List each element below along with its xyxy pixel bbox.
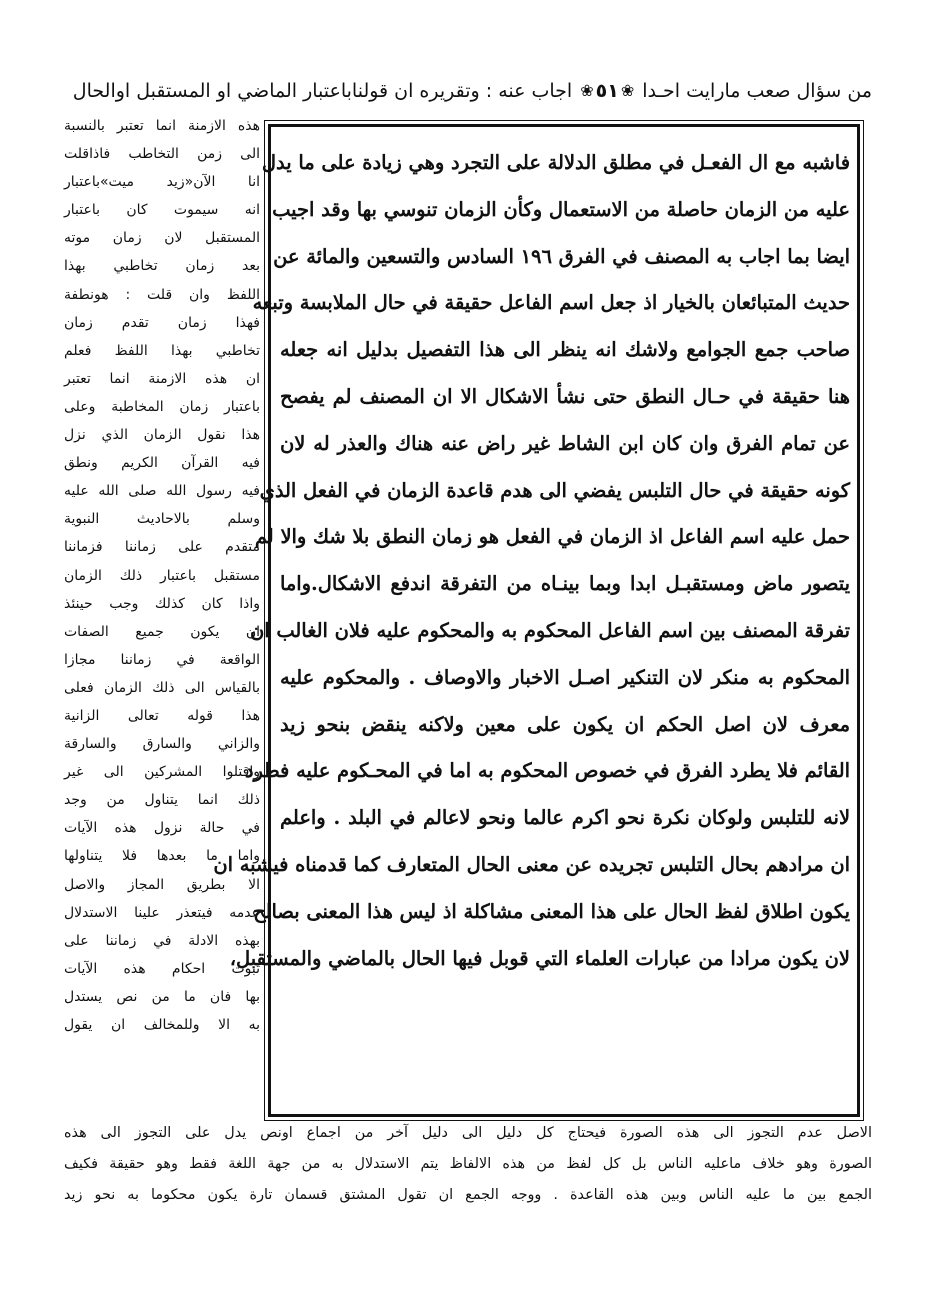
main-line: فاشبه مع ال الفعـل في مطلق الدلالة على التجرد وهي زيادة على ما يدل [261,151,850,174]
main-line: صاحب جمع الجوامع ولاشك انه ينظر الى هذا التفصيل بدليل انه جعله [280,338,850,362]
bottom-line: الاصل عدم التجوز الى هذه الصورة فيحتاج كل دليل الى دليل آخر من اجماع اونص يدل على التجوز الى هذه [64,1125,872,1141]
margin-line: متقدم على زماننا فزماننا [64,539,260,556]
margin-commentary [64,112,260,1039]
header-running-title: من سؤال صعب مارايت احـدا [642,80,872,102]
main-line: ايضا بما اجاب به المصنف في الفرق ١٩٦ السادس والتسعين والمائة عن [273,244,850,268]
main-line: معرف لان اصل الحكم ان يكون على معين ولاكنه ينقض بنحو زيد [280,712,850,736]
main-line: يكون اطلاق لفظ الحال على هذا المعنى مشاكلة اذ ليس هذا المعنى بصالح [253,899,850,923]
margin-line: بهذه الادلة في زماننا على [64,932,260,949]
main-line: لان يكون مرادا من عبارات العلماء التي قوبل فيها الحال بالماضي والمستقبل، [229,946,850,970]
ornament-left-icon: ❀ [620,81,635,100]
margin-line: بعد زمان تخاطبي بهذا [64,258,260,275]
margin-line: ثبوت احكام هذه الآيات [64,960,260,977]
main-line: لانه للتلبس ولوكان نكرة نحو اكرم عالما ونحو لاعالم في البلد . واعلم [280,806,850,830]
bottom-commentary [64,1118,872,1211]
main-line: المحكوم به منكر لان التنكير اصـل الاخبار والاوصاف . والمحكوم عليه [280,665,850,689]
page-number: ٥١ [595,80,619,102]
main-line: عن تمام الفرق وان كان ابن الشاط غير راض عنه هناك والعذر له لان [280,431,850,455]
main-line: حديث المتبائعان بالخيار اذ جعل اسم الفاعل حقيقة في حال الملابسة وتبعه [252,291,850,315]
bottom-line: الصورة وهو خلاف ماعليه الناس بل كل لفظ من هذه الالفاظ يتم الاستدلال به من جهة اللغة فقط وهو حقيقة فكيف [64,1156,872,1172]
bottom-line: الجمع بين ما عليه الناس وبين هذه القاعدة . ووجه الجمع ان تقول المشتق قسمان تارة يكون محكوما به نحو زيد [64,1187,872,1203]
margin-line: به الا وللمخالف ان يقول [64,1017,260,1033]
margin-line: بالقياس الى ذلك الزمان فعلى [64,679,260,696]
margin-line: وسلم بالاحاديث النبوية [64,511,260,528]
margin-line: باعتبار زمان المخاطبة وعلى [64,398,260,415]
margin-line: اللفظ وان قلت : هونطفة [64,286,260,303]
margin-line: والزاني والسارق والسارقة [64,736,260,753]
margin-line: المستقبل لان زمان موته [64,230,260,247]
margin-line: ان هذه الازمنة انما تعتبر [64,370,260,387]
margin-line: تخاطبي بهذا اللفظ فعلم [64,342,260,359]
margin-line: هذا نقول الزمان الذي نزل [64,427,260,444]
margin-line: ان يكون جميع الصفات [64,623,260,640]
margin-line: عدمه فيتعذر علينا الاستدلال [64,904,260,921]
margin-line: هذه الازمنة انما تعتبر بالنسبة [64,118,260,134]
margin-line: ذلك انما يتناول من وجد [64,792,260,809]
ornament-right-icon: ❀ [580,81,594,100]
margin-line: في حالة نزول هذه الآيات [64,820,260,837]
margin-line: انه سيموت كان باعتبار [64,202,260,219]
main-line: عليه من الزمان حاصلة من الاستعمال وكأن الزمان تنوسي بها وقد اجيب [272,197,850,221]
main-line: القائم فلا يطرد الفرق في خصوص المحكوم به اما في المحـكوم عليه فطرد [244,759,850,783]
main-line: يتصور ماض ومستقبـل ابدا وبما بينـاه من التفرقة اندفع الاشكال.واما [280,572,850,596]
main-line: ان مرادهم بحال التلبس تجريده عن معنى الحال المتعارف كما قدمناه فيشبه ان [213,852,850,876]
margin-line: واما ما بعدها فلا يتناولها [64,848,260,865]
header-margin-start: اجاب عنه : وتقريره ان قولناباعتبار الماضي او المستقبل اوالحال [72,80,573,102]
margin-line: الواقعة في زماننا مجازا [64,651,260,668]
main-line: هنا حقيقة في حـال النطق حتى نشأ الاشكال الا ان المصنف لم يفصح [280,384,850,408]
page-number-ornament [578,74,636,108]
margin-line: هذا قوله تعالى الزانية [64,707,260,724]
margin-line: الا بطريق المجاز والاصل [64,876,260,893]
main-line: كونه حقيقة في حال التلبس يفضي الى هدم قاعدة الزمان في الفعل الذي [259,478,850,502]
main-text-block [213,140,850,982]
margin-line: بها فان ما من نص يستدل [64,988,260,1005]
main-line: تفرقة المصنف بين اسم الفاعل المحكوم به والمحكوم عليه فلان الغالب ان [249,618,850,642]
page-header [60,74,872,108]
margin-line: واذا كان كذلك وجب حينئذ [64,595,260,612]
margin-line: مستقبل باعتبار ذلك الزمان [64,567,260,584]
main-line: حمل عليه اسم الفاعل اذ الزمان في الفعل هو زمان النطق بلا شك والا لم [254,525,850,549]
margin-line: واقتلوا المشركين الى غير [64,764,260,781]
margin-line: فهذا زمان تقدم زمان [64,314,260,331]
margin-line: انا الآن«زيد ميت»باعتبار [64,174,260,191]
margin-line: فيه رسول الله صلى الله عليه [64,483,260,500]
margin-line: الى زمن التخاطب فاذاقلت [64,146,260,163]
margin-line: فيه القرآن الكريم ونطق [64,455,260,472]
